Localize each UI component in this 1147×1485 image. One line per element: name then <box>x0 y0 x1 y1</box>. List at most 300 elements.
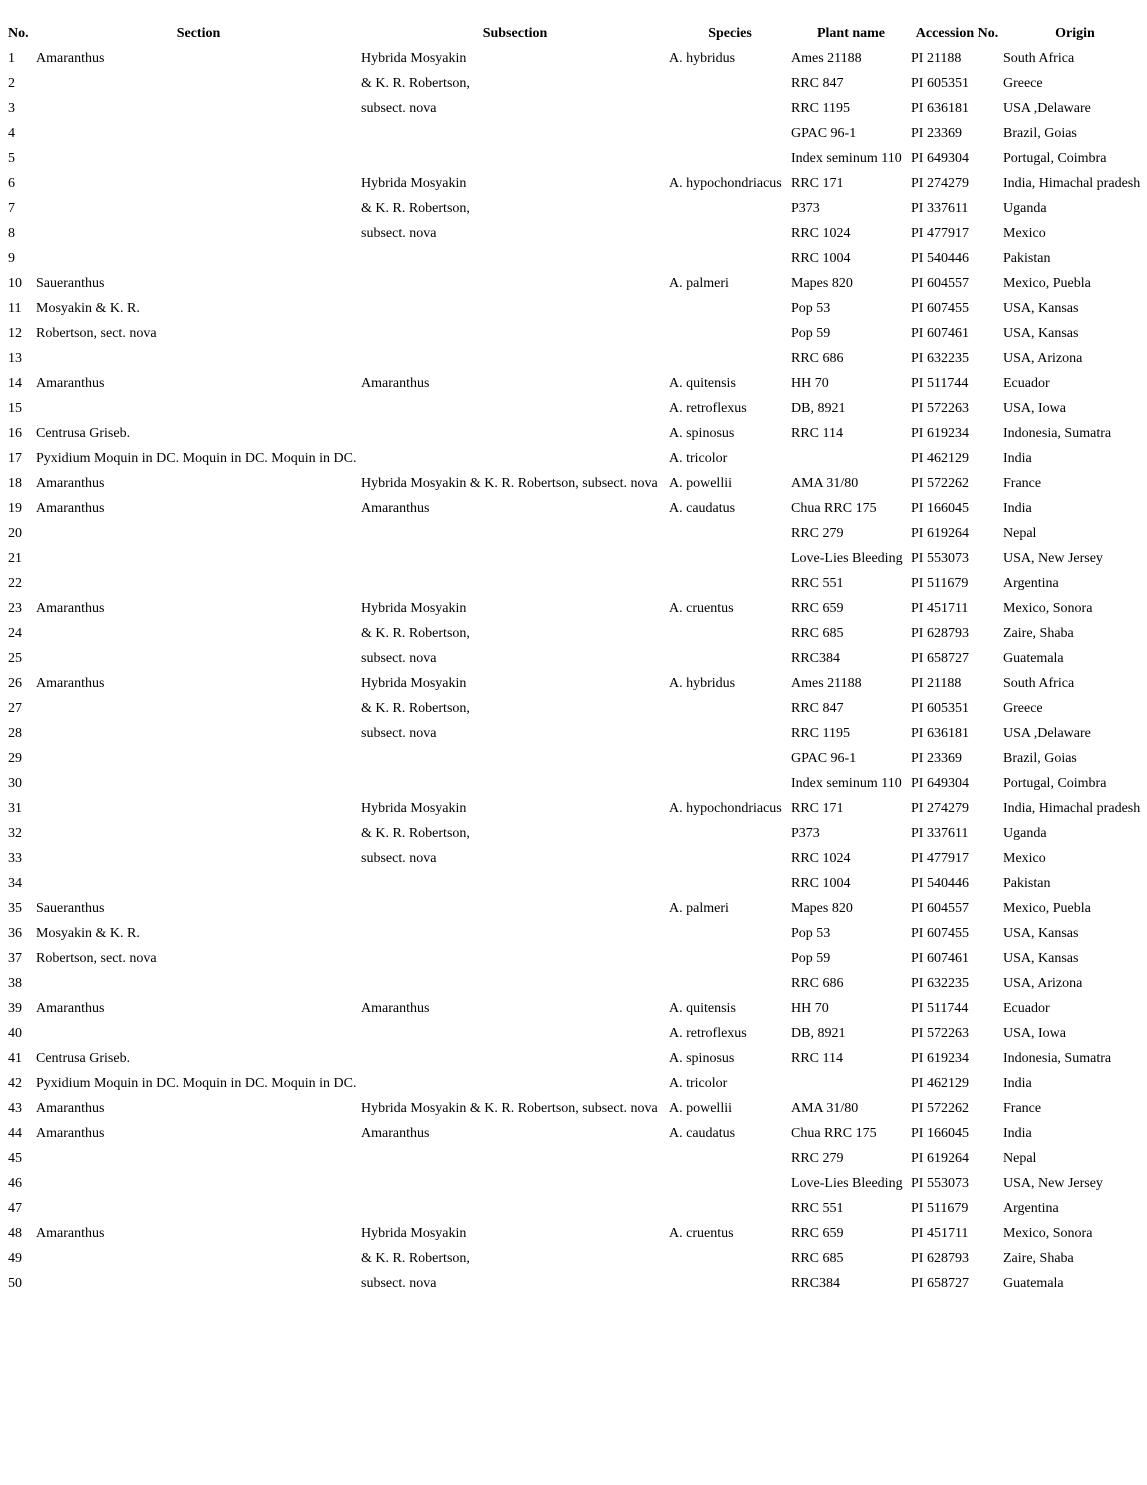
cell-no: 24 <box>8 625 22 641</box>
table-row <box>0 246 1147 271</box>
table-row <box>0 371 1147 396</box>
header-no: No. <box>8 25 29 41</box>
cell-plant-name: Mapes 820 <box>791 275 853 291</box>
cell-subsection <box>361 346 669 371</box>
cell-subsection: Hybrida Mosyakin <box>361 675 467 691</box>
table-row <box>0 646 1147 671</box>
accession-table <box>0 21 1147 1296</box>
cell-origin: Mexico, Sonora <box>1003 1225 1093 1241</box>
cell-species <box>669 296 791 321</box>
table-row <box>0 621 1147 646</box>
cell-section <box>36 846 361 871</box>
cell-subsection <box>361 896 669 921</box>
cell-section <box>36 346 361 371</box>
cell-section: Amaranthus <box>36 475 105 491</box>
cell-plant-name: Mapes 820 <box>791 900 853 916</box>
cell-no: 36 <box>8 925 22 941</box>
cell-plant-name: RRC 551 <box>791 1200 844 1216</box>
table-row <box>0 996 1147 1021</box>
cell-section <box>36 246 361 271</box>
cell-origin: Nepal <box>1003 525 1037 541</box>
cell-plant-name: RRC 171 <box>791 800 844 816</box>
cell-subsection: Hybrida Mosyakin <box>361 800 467 816</box>
cell-section <box>36 696 361 721</box>
table-row <box>0 1171 1147 1196</box>
cell-subsection: Hybrida Mosyakin <box>361 600 467 616</box>
cell-plant-name: Index seminum 110 <box>791 150 902 166</box>
cell-origin: USA, Kansas <box>1003 300 1079 316</box>
cell-plant-name: Ames 21188 <box>791 50 862 66</box>
cell-species: A. quitensis <box>669 1000 736 1016</box>
cell-no: 5 <box>8 150 15 166</box>
cell-species <box>669 196 791 221</box>
cell-origin: Zaire, Shaba <box>1003 1250 1074 1266</box>
cell-section <box>36 96 361 121</box>
cell-subsection <box>361 146 669 171</box>
cell-species <box>669 921 791 946</box>
table-row <box>0 471 1147 496</box>
cell-subsection <box>361 1146 669 1171</box>
cell-accession-no: PI 572263 <box>911 1025 969 1041</box>
cell-subsection: Hybrida Mosyakin & K. R. Robertson, subsect. nova <box>361 1100 658 1116</box>
cell-subsection: subsect. nova <box>361 225 437 241</box>
cell-origin: USA ,Delaware <box>1003 725 1091 741</box>
table-body <box>0 46 1147 1296</box>
cell-subsection: subsect. nova <box>361 1275 437 1291</box>
cell-no: 23 <box>8 600 22 616</box>
cell-species <box>669 146 791 171</box>
cell-subsection: subsect. nova <box>361 725 437 741</box>
cell-plant-name: RRC 551 <box>791 575 844 591</box>
cell-accession-no: PI 632235 <box>911 975 969 991</box>
cell-no: 19 <box>8 500 22 516</box>
cell-section: Amaranthus <box>36 1225 105 1241</box>
cell-origin: Brazil, Goias <box>1003 125 1077 141</box>
cell-subsection: Amaranthus <box>361 500 430 516</box>
cell-no: 6 <box>8 175 15 191</box>
cell-no: 14 <box>8 375 22 391</box>
cell-plant-name: Chua RRC 175 <box>791 500 877 516</box>
cell-plant-name: RRC 686 <box>791 350 844 366</box>
cell-accession-no: PI 628793 <box>911 625 969 641</box>
cell-species: A. retroflexus <box>669 1025 747 1041</box>
cell-origin: Mexico, Puebla <box>1003 900 1091 916</box>
cell-no: 4 <box>8 125 15 141</box>
cell-origin: USA, Kansas <box>1003 950 1079 966</box>
table-row <box>0 1146 1147 1171</box>
cell-accession-no: PI 540446 <box>911 250 969 266</box>
table-row <box>0 296 1147 321</box>
cell-section: Amaranthus <box>36 1125 105 1141</box>
cell-origin: India <box>1003 1075 1032 1091</box>
cell-species: A. cruentus <box>669 600 734 616</box>
cell-plant-name: P373 <box>791 200 820 216</box>
cell-plant-name <box>791 446 911 471</box>
table-row <box>0 521 1147 546</box>
cell-section <box>36 196 361 221</box>
cell-subsection <box>361 571 669 596</box>
header-species: Species <box>708 25 752 41</box>
cell-no: 48 <box>8 1225 22 1241</box>
cell-accession-no: PI 337611 <box>911 825 969 841</box>
cell-accession-no: PI 553073 <box>911 550 969 566</box>
header-origin: Origin <box>1055 25 1095 41</box>
cell-origin: India <box>1003 450 1032 466</box>
cell-no: 35 <box>8 900 22 916</box>
cell-section <box>36 221 361 246</box>
cell-species <box>669 221 791 246</box>
cell-origin: Brazil, Goias <box>1003 750 1077 766</box>
table-row <box>0 121 1147 146</box>
cell-accession-no: PI 607461 <box>911 325 969 341</box>
cell-species <box>669 546 791 571</box>
cell-species: A. tricolor <box>669 450 728 466</box>
cell-plant-name: RRC 847 <box>791 75 844 91</box>
cell-origin: Mexico <box>1003 225 1046 241</box>
cell-no: 26 <box>8 675 22 691</box>
cell-species <box>669 871 791 896</box>
cell-no: 32 <box>8 825 22 841</box>
cell-plant-name: RRC 659 <box>791 1225 844 1241</box>
cell-origin: Uganda <box>1003 825 1047 841</box>
cell-accession-no: PI 540446 <box>911 875 969 891</box>
cell-plant-name <box>791 1071 911 1096</box>
cell-no: 49 <box>8 1250 22 1266</box>
cell-plant-name: RRC384 <box>791 1275 841 1291</box>
cell-no: 17 <box>8 450 22 466</box>
cell-species <box>669 821 791 846</box>
cell-no: 45 <box>8 1150 22 1166</box>
table-row <box>0 821 1147 846</box>
cell-plant-name: RRC 279 <box>791 1150 844 1166</box>
cell-origin: USA, Kansas <box>1003 325 1079 341</box>
cell-accession-no: PI 607455 <box>911 925 969 941</box>
cell-section <box>36 396 361 421</box>
cell-no: 10 <box>8 275 22 291</box>
cell-accession-no: PI 619234 <box>911 425 969 441</box>
cell-section <box>36 1246 361 1271</box>
cell-species <box>669 246 791 271</box>
table-row <box>0 196 1147 221</box>
cell-section: Centrusa Griseb. <box>36 1050 131 1066</box>
cell-species: A. quitensis <box>669 375 736 391</box>
cell-subsection <box>361 246 669 271</box>
cell-no: 15 <box>8 400 22 416</box>
cell-species: A. hybridus <box>669 50 736 66</box>
cell-plant-name: Index seminum 110 <box>791 775 902 791</box>
cell-section: Mosyakin & K. R. <box>36 925 140 941</box>
cell-subsection <box>361 946 669 971</box>
cell-origin: India <box>1003 500 1032 516</box>
cell-no: 29 <box>8 750 22 766</box>
table-row <box>0 1096 1147 1121</box>
cell-origin: Mexico, Puebla <box>1003 275 1091 291</box>
cell-accession-no: PI 274279 <box>911 175 969 191</box>
cell-origin: South Africa <box>1003 50 1075 66</box>
cell-plant-name: RRC 1004 <box>791 250 851 266</box>
cell-species <box>669 721 791 746</box>
cell-section <box>36 746 361 771</box>
cell-section <box>36 821 361 846</box>
table-row <box>0 1121 1147 1146</box>
cell-section: Amaranthus <box>36 375 105 391</box>
cell-accession-no: PI 619264 <box>911 525 969 541</box>
cell-section: Amaranthus <box>36 675 105 691</box>
cell-species <box>669 346 791 371</box>
cell-accession-no: PI 166045 <box>911 500 969 516</box>
cell-species <box>669 1271 791 1296</box>
cell-no: 2 <box>8 75 15 91</box>
cell-no: 16 <box>8 425 22 441</box>
table-row <box>0 221 1147 246</box>
cell-subsection <box>361 1071 669 1096</box>
cell-subsection: subsect. nova <box>361 650 437 666</box>
cell-origin: Portugal, Coimbra <box>1003 150 1107 166</box>
cell-subsection <box>361 271 669 296</box>
cell-no: 13 <box>8 350 22 366</box>
cell-plant-name: Pop 53 <box>791 925 831 941</box>
table-row <box>0 921 1147 946</box>
cell-no: 47 <box>8 1200 22 1216</box>
cell-section <box>36 171 361 196</box>
cell-origin: Greece <box>1003 75 1043 91</box>
cell-species: A. cruentus <box>669 1225 734 1241</box>
cell-plant-name: RRC 171 <box>791 175 844 191</box>
cell-section <box>36 1271 361 1296</box>
table-row <box>0 1021 1147 1046</box>
cell-origin: Indonesia, Sumatra <box>1003 425 1112 441</box>
cell-accession-no: PI 628793 <box>911 1250 969 1266</box>
cell-plant-name: RRC 114 <box>791 425 843 441</box>
cell-subsection: subsect. nova <box>361 100 437 116</box>
table-row <box>0 1246 1147 1271</box>
cell-section: Saueranthus <box>36 275 105 291</box>
cell-subsection <box>361 421 669 446</box>
cell-no: 44 <box>8 1125 22 1141</box>
cell-subsection: Amaranthus <box>361 1000 430 1016</box>
cell-accession-no: PI 636181 <box>911 725 969 741</box>
cell-section: Amaranthus <box>36 50 105 66</box>
cell-no: 9 <box>8 250 15 266</box>
cell-plant-name: Pop 59 <box>791 325 831 341</box>
cell-accession-no: PI 604557 <box>911 275 969 291</box>
cell-no: 30 <box>8 775 22 791</box>
header-section: Section <box>176 25 221 41</box>
cell-origin: USA, Iowa <box>1003 1025 1066 1041</box>
cell-section: Amaranthus <box>36 500 105 516</box>
cell-species: A. hypochondriacus <box>669 175 782 191</box>
cell-subsection <box>361 771 669 796</box>
cell-plant-name: RRC 1024 <box>791 850 851 866</box>
cell-no: 11 <box>8 300 22 316</box>
cell-no: 31 <box>8 800 22 816</box>
table-row <box>0 446 1147 471</box>
cell-no: 27 <box>8 700 22 716</box>
cell-plant-name: AMA 31/80 <box>791 475 859 491</box>
cell-no: 21 <box>8 550 22 566</box>
cell-plant-name: Chua RRC 175 <box>791 1125 877 1141</box>
cell-species: A. caudatus <box>669 500 736 516</box>
cell-species <box>669 1246 791 1271</box>
cell-plant-name: RRC 1004 <box>791 875 851 891</box>
cell-origin: South Africa <box>1003 675 1075 691</box>
cell-species <box>669 71 791 96</box>
cell-no: 7 <box>8 200 15 216</box>
cell-section <box>36 571 361 596</box>
cell-accession-no: PI 636181 <box>911 100 969 116</box>
table-row <box>0 796 1147 821</box>
cell-plant-name: RRC 114 <box>791 1050 843 1066</box>
cell-origin: Mexico <box>1003 850 1046 866</box>
cell-section: Robertson, sect. nova <box>36 325 157 341</box>
cell-plant-name: RRC 659 <box>791 600 844 616</box>
cell-plant-name: HH 70 <box>791 375 829 391</box>
table-row <box>0 96 1147 121</box>
cell-subsection <box>361 546 669 571</box>
cell-no: 1 <box>8 50 15 66</box>
cell-subsection: Amaranthus <box>361 375 430 391</box>
cell-section <box>36 646 361 671</box>
cell-species: A. palmeri <box>669 900 729 916</box>
cell-no: 42 <box>8 1075 22 1091</box>
cell-no: 33 <box>8 850 22 866</box>
cell-species <box>669 521 791 546</box>
cell-section <box>36 146 361 171</box>
cell-subsection: Hybrida Mosyakin <box>361 1225 467 1241</box>
cell-species <box>669 746 791 771</box>
cell-section <box>36 1196 361 1221</box>
cell-subsection <box>361 396 669 421</box>
table-row <box>0 1221 1147 1246</box>
cell-subsection <box>361 1046 669 1071</box>
cell-species <box>669 571 791 596</box>
cell-accession-no: PI 511679 <box>911 1200 969 1216</box>
cell-section: Amaranthus <box>36 1000 105 1016</box>
cell-species <box>669 321 791 346</box>
cell-section: Amaranthus <box>36 600 105 616</box>
cell-accession-no: PI 166045 <box>911 1125 969 1141</box>
cell-no: 12 <box>8 325 22 341</box>
header-accession-no: Accession No. <box>915 25 999 41</box>
cell-origin: Zaire, Shaba <box>1003 625 1074 641</box>
cell-accession-no: PI 658727 <box>911 650 969 666</box>
document-page <box>0 21 1147 1296</box>
cell-subsection: Hybrida Mosyakin <box>361 50 467 66</box>
cell-plant-name: GPAC 96-1 <box>791 750 857 766</box>
table-row <box>0 546 1147 571</box>
cell-subsection: Amaranthus <box>361 1125 430 1141</box>
table-row <box>0 596 1147 621</box>
table-row <box>0 671 1147 696</box>
cell-plant-name: RRC 1195 <box>791 725 850 741</box>
cell-accession-no: PI 649304 <box>911 775 969 791</box>
cell-subsection: & K. R. Robertson, <box>361 825 470 841</box>
table-row <box>0 1071 1147 1096</box>
cell-no: 37 <box>8 950 22 966</box>
cell-accession-no: PI 619234 <box>911 1050 969 1066</box>
cell-origin: Mexico, Sonora <box>1003 600 1093 616</box>
cell-section <box>36 121 361 146</box>
cell-origin: Uganda <box>1003 200 1047 216</box>
cell-accession-no: PI 477917 <box>911 850 969 866</box>
table-row <box>0 946 1147 971</box>
cell-subsection <box>361 296 669 321</box>
cell-origin: USA, New Jersey <box>1003 550 1103 566</box>
cell-species: A. spinosus <box>669 425 735 441</box>
cell-subsection <box>361 321 669 346</box>
cell-accession-no: PI 462129 <box>911 450 969 466</box>
cell-section <box>36 621 361 646</box>
cell-origin: Guatemala <box>1003 650 1064 666</box>
cell-accession-no: PI 572262 <box>911 475 969 491</box>
table-row <box>0 1271 1147 1296</box>
cell-accession-no: PI 553073 <box>911 1175 969 1191</box>
cell-accession-no: PI 632235 <box>911 350 969 366</box>
cell-species <box>669 696 791 721</box>
cell-no: 22 <box>8 575 22 591</box>
cell-section <box>36 771 361 796</box>
cell-origin: Nepal <box>1003 1150 1037 1166</box>
cell-accession-no: PI 604557 <box>911 900 969 916</box>
header-subsection: Subsection <box>482 25 548 41</box>
cell-subsection <box>361 871 669 896</box>
cell-section: Pyxidium Moquin in DC. Moquin in DC. Moquin in DC. <box>36 1075 357 1091</box>
cell-section <box>36 721 361 746</box>
cell-species: A. powellii <box>669 1100 732 1116</box>
cell-subsection: Hybrida Mosyakin <box>361 175 467 191</box>
cell-species <box>669 971 791 996</box>
cell-origin: India, Himachal pradesh <box>1003 175 1141 191</box>
cell-subsection <box>361 446 669 471</box>
cell-plant-name: RRC 685 <box>791 625 844 641</box>
cell-species <box>669 946 791 971</box>
cell-section: Mosyakin & K. R. <box>36 300 140 316</box>
table-row <box>0 46 1147 71</box>
table-row <box>0 496 1147 521</box>
cell-origin: Ecuador <box>1003 375 1050 391</box>
cell-plant-name: RRC 1024 <box>791 225 851 241</box>
cell-section <box>36 971 361 996</box>
cell-section <box>36 546 361 571</box>
table-row <box>0 346 1147 371</box>
cell-origin: Greece <box>1003 700 1043 716</box>
cell-origin: USA, New Jersey <box>1003 1175 1103 1191</box>
table-row <box>0 571 1147 596</box>
cell-subsection: & K. R. Robertson, <box>361 75 470 91</box>
cell-origin: Argentina <box>1003 575 1059 591</box>
cell-no: 40 <box>8 1025 22 1041</box>
cell-species: A. retroflexus <box>669 400 747 416</box>
table-row <box>0 271 1147 296</box>
header-plant-name: Plant name <box>816 25 886 41</box>
cell-section <box>36 1146 361 1171</box>
cell-origin: USA, Arizona <box>1003 975 1083 991</box>
cell-subsection: Hybrida Mosyakin & K. R. Robertson, subsect. nova <box>361 475 658 491</box>
cell-accession-no: PI 462129 <box>911 1075 969 1091</box>
cell-accession-no: PI 605351 <box>911 75 969 91</box>
cell-accession-no: PI 658727 <box>911 1275 969 1291</box>
cell-plant-name: RRC 685 <box>791 1250 844 1266</box>
cell-origin: Guatemala <box>1003 1275 1064 1291</box>
cell-section <box>36 521 361 546</box>
cell-origin: Argentina <box>1003 1200 1059 1216</box>
header-row <box>0 21 1147 46</box>
cell-section <box>36 71 361 96</box>
cell-no: 28 <box>8 725 22 741</box>
cell-subsection <box>361 1171 669 1196</box>
cell-no: 25 <box>8 650 22 666</box>
table-row <box>0 171 1147 196</box>
